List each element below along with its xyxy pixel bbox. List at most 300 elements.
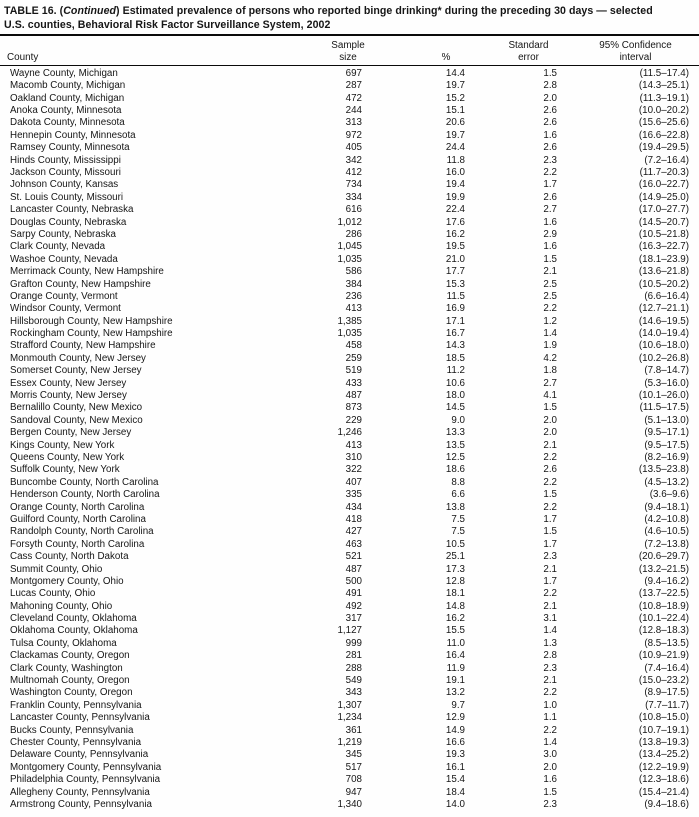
standard-error-cell: 2.2 xyxy=(543,687,557,699)
table-row xyxy=(0,550,699,562)
county-cell: Mahoning County, Ohio xyxy=(10,600,113,612)
county-cell: Morris County, New Jersey xyxy=(10,390,127,402)
confidence-interval-cell: (13.4–25.2) xyxy=(638,749,689,761)
column-header-sample-size: Sample size xyxy=(331,40,365,63)
sample-size-cell: 519 xyxy=(345,365,362,377)
table-row xyxy=(0,179,699,191)
confidence-interval-cell: (4.6–10.5) xyxy=(644,526,689,538)
table-row xyxy=(0,265,699,277)
standard-error-cell: 2.7 xyxy=(543,204,557,216)
standard-error-cell: 2.2 xyxy=(543,476,557,488)
confidence-interval-cell: (15.0–23.2) xyxy=(638,675,689,687)
standard-error-cell: 2.3 xyxy=(543,154,557,166)
percent-cell: 25.1 xyxy=(445,551,465,563)
standard-error-cell: 4.2 xyxy=(543,352,557,364)
percent-cell: 13.3 xyxy=(445,427,465,439)
sample-size-cell: 310 xyxy=(345,451,362,463)
county-cell: Lancaster County, Nebraska xyxy=(10,204,134,216)
table-row xyxy=(0,67,699,79)
table-row xyxy=(0,451,699,463)
table-row xyxy=(0,253,699,265)
standard-error-cell: 1.4 xyxy=(543,328,557,340)
county-cell: Johnson County, Kansas xyxy=(10,179,119,191)
standard-error-cell: 2.6 xyxy=(543,142,557,154)
county-cell: Henderson County, North Carolina xyxy=(10,489,160,501)
confidence-interval-cell: (14.6–19.5) xyxy=(638,315,689,327)
sample-size-cell: 491 xyxy=(345,588,362,600)
percent-cell: 11.2 xyxy=(446,365,465,377)
standard-error-cell: 2.1 xyxy=(543,600,557,612)
sample-size-cell: 342 xyxy=(345,154,362,166)
column-header-standard-error: Standard error xyxy=(508,40,549,63)
percent-cell: 16.1 xyxy=(445,761,465,773)
sample-size-cell: 259 xyxy=(345,352,362,364)
percent-cell: 7.5 xyxy=(451,513,465,525)
table-row xyxy=(0,216,699,228)
table-row xyxy=(0,600,699,612)
confidence-interval-cell: (4.2–10.8) xyxy=(644,513,689,525)
percent-cell: 19.5 xyxy=(445,241,465,253)
table-title-continued: Continued xyxy=(63,5,117,17)
sample-size-cell: 517 xyxy=(345,761,362,773)
confidence-interval-cell: (9.5–17.1) xyxy=(644,427,689,439)
confidence-interval-cell: (15.6–25.6) xyxy=(638,117,689,129)
county-cell: Ramsey County, Minnesota xyxy=(10,142,130,154)
confidence-interval-cell: (10.8–15.0) xyxy=(638,712,689,724)
standard-error-cell: 2.3 xyxy=(543,662,557,674)
percent-cell: 15.5 xyxy=(445,625,465,637)
county-cell: Chester County, Pennsylvania xyxy=(10,736,142,748)
percent-cell: 19.7 xyxy=(445,80,465,92)
percent-cell: 14.8 xyxy=(445,600,465,612)
confidence-interval-cell: (5.3–16.0) xyxy=(644,377,689,389)
percent-cell: 7.5 xyxy=(451,526,465,538)
percent-cell: 16.0 xyxy=(445,167,465,178)
sample-size-cell: 500 xyxy=(345,575,362,587)
confidence-interval-cell: (7.7–11.7) xyxy=(645,699,689,711)
table-row xyxy=(0,773,699,785)
percent-cell: 19.1 xyxy=(445,675,465,687)
percent-cell: 17.6 xyxy=(445,216,465,228)
standard-error-cell: 2.8 xyxy=(543,80,557,92)
table-row xyxy=(0,501,699,513)
table-row xyxy=(0,191,699,203)
county-cell: Jackson County, Missouri xyxy=(10,167,121,178)
confidence-interval-cell: (10.8–18.9) xyxy=(638,600,689,612)
confidence-interval-cell: (17.0–27.7) xyxy=(638,204,689,216)
standard-error-cell: 2.7 xyxy=(543,377,557,389)
table-title xyxy=(0,0,699,32)
sample-size-cell: 472 xyxy=(345,92,362,104)
sample-size-cell: 458 xyxy=(345,340,362,352)
percent-cell: 14.5 xyxy=(445,402,465,414)
standard-error-cell: 1.5 xyxy=(543,67,557,79)
sample-size-cell: 1,246 xyxy=(337,427,362,439)
confidence-interval-cell: (12.8–18.3) xyxy=(638,625,689,637)
sample-size-cell: 697 xyxy=(345,67,362,79)
percent-cell: 9.0 xyxy=(451,414,465,426)
percent-cell: 18.1 xyxy=(445,588,465,600)
standard-error-cell: 3.1 xyxy=(543,613,557,625)
sample-size-cell: 244 xyxy=(345,105,362,117)
confidence-interval-cell: (13.8–19.3) xyxy=(638,736,689,748)
percent-cell: 13.8 xyxy=(445,501,465,513)
percent-cell: 14.0 xyxy=(445,798,465,810)
sample-size-cell: 549 xyxy=(345,675,362,687)
county-cell: Orange County, Vermont xyxy=(10,290,118,302)
table-row xyxy=(0,203,699,215)
confidence-interval-cell: (14.0–19.4) xyxy=(638,328,689,340)
percent-cell: 19.4 xyxy=(445,179,465,191)
standard-error-cell: 1.5 xyxy=(543,402,557,414)
standard-error-cell: 1.9 xyxy=(543,340,557,352)
standard-error-cell: 1.6 xyxy=(543,241,557,253)
county-cell: Clackamas County, Oregon xyxy=(10,650,130,662)
county-cell: Allegheny County, Pennsylvania xyxy=(10,786,150,798)
confidence-interval-cell: (16.0–22.7) xyxy=(638,179,689,191)
sample-size-cell: 418 xyxy=(345,513,362,525)
percent-cell: 9.7 xyxy=(451,699,465,711)
confidence-interval-cell: (12.3–18.6) xyxy=(638,774,689,786)
confidence-interval-cell: (14.3–25.1) xyxy=(638,80,689,92)
confidence-interval-cell: (9.4–18.6) xyxy=(644,798,689,810)
table-row xyxy=(0,662,699,674)
standard-error-cell: 1.5 xyxy=(543,786,557,798)
table-row xyxy=(0,563,699,575)
table-row xyxy=(0,625,699,637)
table-row xyxy=(0,588,699,600)
table-row xyxy=(0,402,699,414)
standard-error-cell: 2.1 xyxy=(543,675,557,687)
sample-size-cell: 1,035 xyxy=(337,328,362,340)
standard-error-cell: 1.6 xyxy=(543,774,557,786)
percent-cell: 17.7 xyxy=(445,266,465,278)
percent-cell: 19.9 xyxy=(445,191,465,203)
sample-size-cell: 1,127 xyxy=(337,625,362,637)
standard-error-cell: 2.3 xyxy=(543,798,557,810)
county-cell: Guilford County, North Carolina xyxy=(10,513,146,525)
table-row xyxy=(0,798,699,810)
column-header-percent: % xyxy=(441,51,451,63)
county-cell: Strafford County, New Hampshire xyxy=(10,340,156,352)
percent-cell: 10.5 xyxy=(445,538,465,550)
percent-cell: 12.5 xyxy=(445,451,465,463)
percent-cell: 18.0 xyxy=(445,390,465,402)
table-row xyxy=(0,464,699,476)
column-header-confidence-interval: 95% Confidence interval xyxy=(599,40,672,63)
percent-cell: 17.3 xyxy=(445,563,465,575)
confidence-interval-cell: (4.5–13.2) xyxy=(644,476,689,488)
table-row xyxy=(0,575,699,587)
standard-error-cell: 1.5 xyxy=(543,253,557,265)
percent-cell: 16.7 xyxy=(445,328,465,340)
table-row xyxy=(0,80,699,92)
percent-cell: 12.8 xyxy=(445,575,465,587)
table-row xyxy=(0,674,699,686)
standard-error-cell: 1.5 xyxy=(543,489,557,501)
county-cell: Delaware County, Pennsylvania xyxy=(10,749,149,761)
sample-size-cell: 999 xyxy=(345,637,362,649)
standard-error-cell: 4.1 xyxy=(543,390,557,402)
sample-size-cell: 288 xyxy=(345,662,362,674)
county-cell: Wayne County, Michigan xyxy=(10,67,118,79)
county-cell: Orange County, North Carolina xyxy=(10,501,145,513)
sample-size-cell: 334 xyxy=(345,191,362,203)
county-cell: St. Louis County, Missouri xyxy=(10,191,124,203)
table-row xyxy=(0,327,699,339)
sample-size-cell: 236 xyxy=(345,290,362,302)
sample-size-cell: 412 xyxy=(345,167,362,178)
table-row xyxy=(0,142,699,154)
table-row xyxy=(0,699,699,711)
standard-error-cell: 1.4 xyxy=(543,625,557,637)
county-cell: Hillsborough County, New Hampshire xyxy=(10,315,173,327)
confidence-interval-cell: (18.1–23.9) xyxy=(638,253,689,265)
standard-error-cell: 2.3 xyxy=(543,551,557,563)
sample-size-cell: 492 xyxy=(345,600,362,612)
table-row xyxy=(0,414,699,426)
county-cell: Philadelphia County, Pennsylvania xyxy=(10,774,161,786)
county-cell: Bergen County, New Jersey xyxy=(10,427,132,439)
percent-cell: 11.5 xyxy=(446,290,465,302)
percent-cell: 18.5 xyxy=(445,352,465,364)
percent-cell: 11.9 xyxy=(446,662,465,674)
confidence-interval-cell: (8.9–17.5) xyxy=(644,687,689,699)
percent-cell: 15.3 xyxy=(445,278,465,290)
sample-size-cell: 734 xyxy=(345,179,362,191)
confidence-interval-cell: (14.5–20.7) xyxy=(638,216,689,228)
county-cell: Essex County, New Jersey xyxy=(10,377,127,389)
confidence-interval-cell: (16.3–22.7) xyxy=(638,241,689,253)
table-row xyxy=(0,476,699,488)
confidence-interval-cell: (10.1–26.0) xyxy=(638,390,689,402)
standard-error-cell: 2.1 xyxy=(543,439,557,451)
table-row xyxy=(0,129,699,141)
table-row xyxy=(0,377,699,389)
sample-size-cell: 286 xyxy=(345,228,362,240)
county-cell: Franklin County, Pennsylvania xyxy=(10,699,142,711)
county-cell: Monmouth County, New Jersey xyxy=(10,352,146,364)
standard-error-cell: 2.0 xyxy=(543,761,557,773)
confidence-interval-cell: (20.6–29.7) xyxy=(638,551,689,563)
standard-error-cell: 2.2 xyxy=(543,451,557,463)
standard-error-cell: 2.6 xyxy=(543,105,557,117)
confidence-interval-cell: (15.4–21.4) xyxy=(638,786,689,798)
confidence-interval-cell: (6.6–16.4) xyxy=(644,290,689,302)
sample-size-cell: 1,035 xyxy=(337,253,362,265)
county-cell: Lucas County, Ohio xyxy=(10,588,96,600)
county-cell: Summit County, Ohio xyxy=(10,563,103,575)
standard-error-cell: 1.3 xyxy=(543,637,557,649)
county-cell: Oklahoma County, Oklahoma xyxy=(10,625,138,637)
percent-cell: 11.8 xyxy=(446,154,465,166)
county-cell: Queens County, New York xyxy=(10,451,125,463)
percent-cell: 16.2 xyxy=(445,228,465,240)
confidence-interval-cell: (13.2–21.5) xyxy=(638,563,689,575)
percent-cell: 14.3 xyxy=(445,340,465,352)
standard-error-cell: 2.8 xyxy=(543,650,557,662)
standard-error-cell: 2.0 xyxy=(543,92,557,104)
standard-error-cell: 2.2 xyxy=(543,588,557,600)
percent-cell: 22.4 xyxy=(445,204,465,216)
standard-error-cell: 1.7 xyxy=(543,179,557,191)
county-cell: Randolph County, North Carolina xyxy=(10,526,154,538)
standard-error-cell: 2.0 xyxy=(543,414,557,426)
sample-size-cell: 433 xyxy=(345,377,362,389)
table-row xyxy=(0,538,699,550)
confidence-interval-cell: (10.5–21.8) xyxy=(638,228,689,240)
standard-error-cell: 1.2 xyxy=(543,315,557,327)
table-row xyxy=(0,526,699,538)
table-title-line1 xyxy=(4,5,697,19)
county-cell: Sandoval County, New Mexico xyxy=(10,414,143,426)
confidence-interval-cell: (12.7–21.1) xyxy=(638,303,689,315)
county-cell: Rockingham County, New Hampshire xyxy=(10,328,173,340)
table-row xyxy=(0,166,699,178)
confidence-interval-cell: (10.1–22.4) xyxy=(638,613,689,625)
percent-cell: 21.0 xyxy=(445,253,465,265)
confidence-interval-cell: (9.4–18.1) xyxy=(644,501,689,513)
standard-error-cell: 2.0 xyxy=(543,427,557,439)
sample-size-cell: 229 xyxy=(345,414,362,426)
standard-error-cell: 2.1 xyxy=(543,266,557,278)
table-row xyxy=(0,439,699,451)
county-cell: Tulsa County, Oklahoma xyxy=(10,637,117,649)
standard-error-cell: 2.2 xyxy=(543,724,557,736)
confidence-interval-cell: (11.5–17.5) xyxy=(639,402,689,414)
confidence-interval-cell: (11.3–19.1) xyxy=(639,92,689,104)
county-cell: Oakland County, Michigan xyxy=(10,92,125,104)
confidence-interval-cell: (10.9–21.9) xyxy=(638,650,689,662)
table-row xyxy=(0,761,699,773)
percent-cell: 14.4 xyxy=(445,67,465,79)
county-cell: Forsyth County, North Carolina xyxy=(10,538,145,550)
county-cell: Somerset County, New Jersey xyxy=(10,365,142,377)
table-row xyxy=(0,637,699,649)
standard-error-cell: 1.7 xyxy=(543,575,557,587)
table-row xyxy=(0,352,699,364)
county-cell: Merrimack County, New Hampshire xyxy=(10,266,164,278)
table-row xyxy=(0,315,699,327)
standard-error-cell: 2.6 xyxy=(543,191,557,203)
percent-cell: 15.4 xyxy=(445,774,465,786)
sample-size-cell: 361 xyxy=(345,724,362,736)
table-row xyxy=(0,340,699,352)
sample-size-cell: 313 xyxy=(345,117,362,129)
percent-cell: 19.7 xyxy=(445,129,465,141)
confidence-interval-cell: (10.5–20.2) xyxy=(638,278,689,290)
table-row xyxy=(0,488,699,500)
standard-error-cell: 2.5 xyxy=(543,278,557,290)
confidence-interval-cell: (3.6–9.6) xyxy=(649,489,689,501)
county-cell: Armstrong County, Pennsylvania xyxy=(10,798,152,810)
standard-error-cell: 2.6 xyxy=(543,117,557,129)
sample-size-cell: 708 xyxy=(345,774,362,786)
table-row xyxy=(0,303,699,315)
table-row xyxy=(0,612,699,624)
sample-size-cell: 972 xyxy=(345,129,362,141)
county-cell: Montgomery County, Ohio xyxy=(10,575,124,587)
standard-error-cell: 2.2 xyxy=(543,303,557,315)
standard-error-cell: 1.5 xyxy=(543,526,557,538)
confidence-interval-cell: (13.7–22.5) xyxy=(638,588,689,600)
sample-size-cell: 335 xyxy=(345,489,362,501)
confidence-interval-cell: (7.2–13.8) xyxy=(644,538,689,550)
table-header-row xyxy=(0,36,699,65)
percent-cell: 17.1 xyxy=(445,315,465,327)
percent-cell: 15.1 xyxy=(445,105,465,117)
standard-error-cell: 1.6 xyxy=(543,129,557,141)
standard-error-cell: 2.6 xyxy=(543,464,557,476)
sample-size-cell: 463 xyxy=(345,538,362,550)
confidence-interval-cell: (10.2–26.8) xyxy=(638,352,689,364)
confidence-interval-cell: (7.8–14.7) xyxy=(644,365,689,377)
sample-size-cell: 1,045 xyxy=(337,241,362,253)
sample-size-cell: 1,219 xyxy=(337,736,362,748)
percent-cell: 16.2 xyxy=(445,613,465,625)
sample-size-cell: 281 xyxy=(345,650,362,662)
sample-size-cell: 1,012 xyxy=(337,216,362,228)
county-cell: Hinds County, Mississippi xyxy=(10,154,121,166)
sample-size-cell: 405 xyxy=(345,142,362,154)
sample-size-cell: 413 xyxy=(345,303,362,315)
sample-size-cell: 322 xyxy=(345,464,362,476)
percent-cell: 16.6 xyxy=(445,736,465,748)
table-row xyxy=(0,228,699,240)
sample-size-cell: 427 xyxy=(345,526,362,538)
confidence-interval-cell: (13.5–23.8) xyxy=(638,464,689,476)
percent-cell: 13.2 xyxy=(445,687,465,699)
county-cell: Windsor County, Vermont xyxy=(10,303,121,315)
county-cell: Sarpy County, Nebraska xyxy=(10,228,117,240)
sample-size-cell: 384 xyxy=(345,278,362,290)
confidence-interval-cell: (10.0–20.2) xyxy=(638,105,689,117)
table-row xyxy=(0,712,699,724)
percent-cell: 13.5 xyxy=(445,439,465,451)
county-cell: Clark County, Nevada xyxy=(10,241,106,253)
standard-error-cell: 1.4 xyxy=(543,736,557,748)
standard-error-cell: 1.6 xyxy=(543,216,557,228)
table-row xyxy=(0,736,699,748)
standard-error-cell: 1.0 xyxy=(543,699,557,711)
table-row xyxy=(0,104,699,116)
county-cell: Grafton County, New Hampshire xyxy=(10,278,151,290)
sample-size-cell: 1,385 xyxy=(337,315,362,327)
standard-error-cell: 2.9 xyxy=(543,228,557,240)
confidence-interval-cell: (8.5–13.5) xyxy=(644,637,689,649)
standard-error-cell: 1.7 xyxy=(543,513,557,525)
county-cell: Washington County, Oregon xyxy=(10,687,133,699)
confidence-interval-cell: (10.6–18.0) xyxy=(638,340,689,352)
county-cell: Suffolk County, New York xyxy=(10,464,120,476)
sample-size-cell: 413 xyxy=(345,439,362,451)
table-row xyxy=(0,154,699,166)
confidence-interval-cell: (9.4–16.2) xyxy=(644,575,689,587)
sample-size-cell: 1,234 xyxy=(337,712,362,724)
county-cell: Bernalillo County, New Mexico xyxy=(10,402,143,414)
table-row xyxy=(0,278,699,290)
confidence-interval-cell: (7.4–16.4) xyxy=(644,662,689,674)
sample-size-cell: 345 xyxy=(345,749,362,761)
percent-cell: 18.4 xyxy=(445,786,465,798)
table-row xyxy=(0,241,699,253)
table-title-line1-rest: ) Estimated prevalence of persons who reported binge drinking* during the preceding 30 days — selected xyxy=(116,5,653,17)
confidence-interval-cell: (7.2–16.4) xyxy=(644,154,689,166)
county-cell: Kings County, New York xyxy=(10,439,115,451)
sample-size-cell: 343 xyxy=(345,687,362,699)
percent-cell: 16.9 xyxy=(445,303,465,315)
table-row xyxy=(0,749,699,761)
